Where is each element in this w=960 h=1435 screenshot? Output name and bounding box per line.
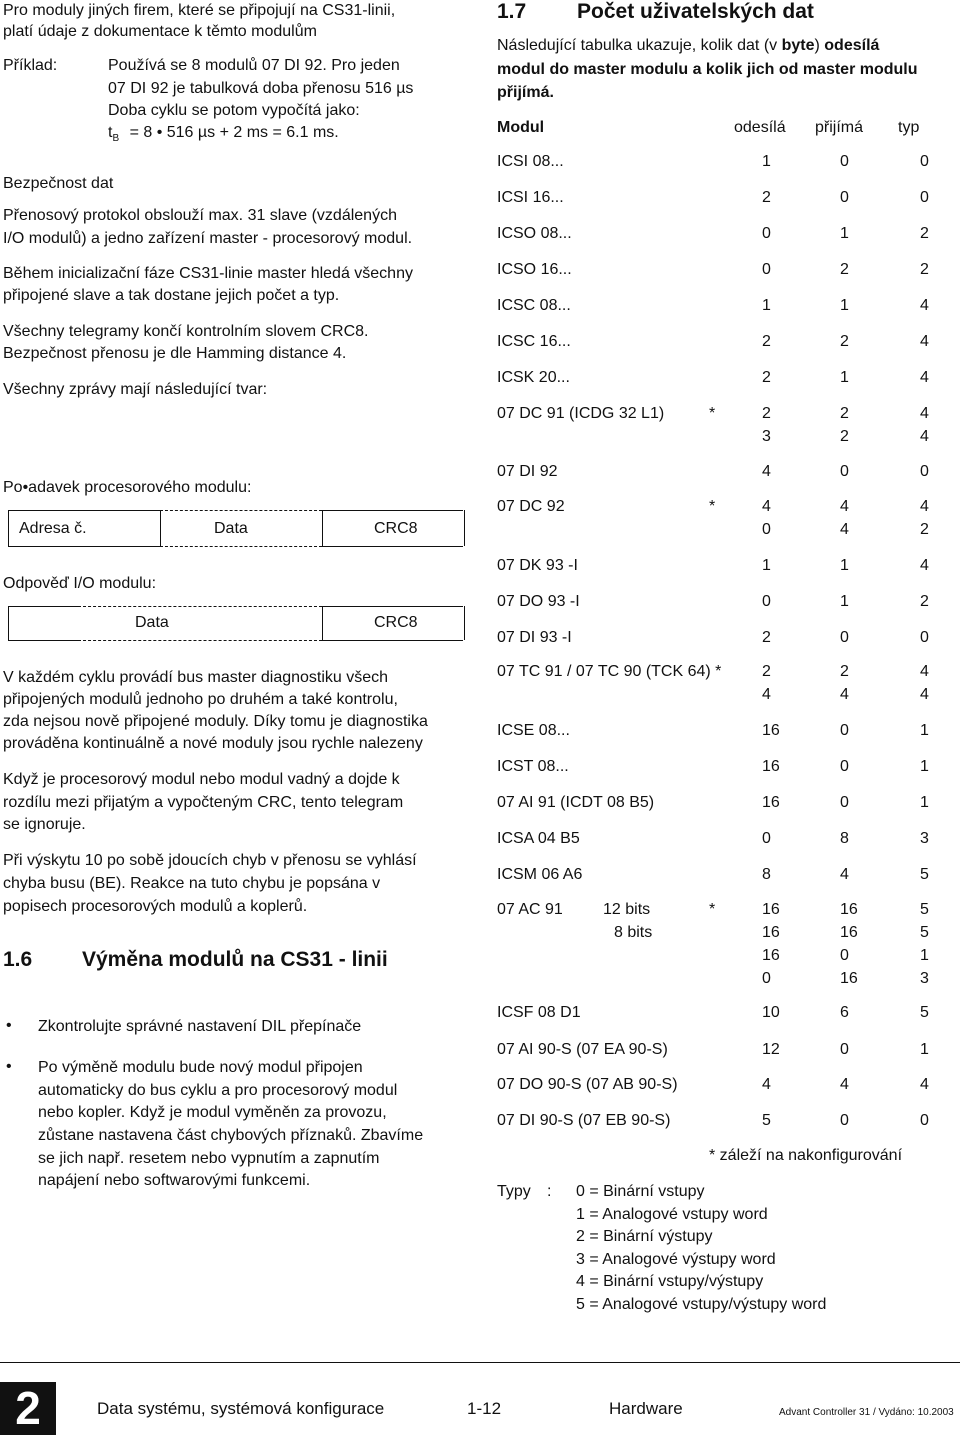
request-data-dashed-top <box>160 510 322 511</box>
response-label: Odpověď I/O modulu: <box>3 575 157 592</box>
cell-sends: 5 <box>762 1112 771 1129</box>
cell-receives: 1 <box>840 297 849 314</box>
cell-type: 0 <box>920 189 929 206</box>
example-label: Příklad: <box>3 57 58 74</box>
cell-type: 0 <box>920 629 929 646</box>
cell-sends: 16 <box>762 794 780 811</box>
p3-line-1: Všechny telegramy končí kontrolním slovem CRC8. <box>3 323 369 340</box>
cell-sends: 2 <box>762 663 771 680</box>
cell-receives: 0 <box>840 463 849 480</box>
cell-extra: 12 bits <box>603 901 651 918</box>
p7-line-2: chyba busu (BE). Reakce na tuto chybu je popsána v <box>3 875 381 892</box>
cell-receives: 1 <box>840 369 849 386</box>
cell-receives: 2 <box>840 428 849 445</box>
cell-sends: 16 <box>762 722 780 739</box>
cell-receives: 1 <box>840 557 849 574</box>
p1-line-2: I/O modulů) a jedno zařízení master - procesorový modul. <box>3 230 413 247</box>
cell-receives: 0 <box>840 1112 849 1129</box>
cell-receives: 0 <box>840 629 849 646</box>
cell-module: 07 DC 92 <box>497 498 565 515</box>
cell-type: 2 <box>920 521 929 538</box>
cell-type: 3 <box>920 970 929 987</box>
footer-rule <box>0 1362 960 1363</box>
cell-sends: 2 <box>762 189 771 206</box>
formula-subscript: B <box>112 133 120 145</box>
security-heading: Bezpečnost dat <box>3 175 114 192</box>
intro-line-1: Pro moduly jiných firem, které se připojují na CS31-linii, <box>3 2 396 19</box>
cell-sends: 12 <box>762 1041 780 1058</box>
cell-star: * <box>709 405 716 422</box>
cell-sends: 0 <box>762 970 771 987</box>
formula-t: t <box>108 124 113 141</box>
cell-type: 4 <box>920 333 929 350</box>
cell-sends: 4 <box>762 498 771 515</box>
formula <box>108 122 339 150</box>
right-intro-line-1: Následující tabulka ukazuje, kolik dat (v byte) odesílá <box>497 37 880 54</box>
cell-module: ICSI 16... <box>497 189 564 206</box>
cell-sends: 4 <box>762 463 771 480</box>
cell-module: 07 TC 91 / 07 TC 90 (TCK 64) * <box>497 663 722 680</box>
cell-sends: 0 <box>762 521 771 538</box>
cell-module: ICSE 08... <box>497 722 570 739</box>
cell-module: ICST 08... <box>497 758 569 775</box>
p5-line-1: V každém cyklu provádí bus master diagnostiku všech <box>3 669 389 686</box>
example-line-3: Doba cyklu se potom vypočítá jako: <box>108 102 360 119</box>
cell-module: 07 AI 90-S (07 EA 90-S) <box>497 1041 668 1058</box>
cell-module: ICSC 16... <box>497 333 571 350</box>
p2-line-1: Během inicializační fáze CS31-linie master hledá všechny <box>3 265 413 282</box>
cell-module: 07 AC 91 <box>497 901 563 918</box>
cell-sends: 1 <box>762 297 771 314</box>
cell-module: ICSA 04 B5 <box>497 830 580 847</box>
response-data-dashed-top <box>78 606 322 607</box>
cell-type: 2 <box>920 593 929 610</box>
cell-star: * <box>709 498 716 515</box>
cell-extra: 8 bits <box>614 924 653 941</box>
cell-type: 0 <box>920 463 929 480</box>
p7-line-3: popisech procesorových modulů a koplerů. <box>3 898 308 915</box>
cell-module: 07 DI 92 <box>497 463 558 480</box>
cell-type: 2 <box>920 261 929 278</box>
header-module: Modul <box>497 119 545 136</box>
cell-receives: 16 <box>840 924 858 941</box>
request-crc-field: CRC8 <box>374 520 418 537</box>
cell-sends: 0 <box>762 225 771 242</box>
page-number-badge: 2 <box>0 1382 56 1435</box>
cell-receives: 2 <box>840 333 849 350</box>
footer-section: Hardware <box>609 1399 683 1418</box>
cell-type: 4 <box>920 686 929 703</box>
bullet-2-line-2: automaticky do bus cyklu a pro procesorový modul <box>38 1082 398 1099</box>
cell-type: 1 <box>920 758 929 775</box>
right-intro-line-3: přijímá. <box>497 84 554 101</box>
cell-type: 4 <box>920 498 929 515</box>
cell-module: ICSF 08 D1 <box>497 1004 581 1021</box>
cell-module: ICSK 20... <box>497 369 570 386</box>
cell-type: 5 <box>920 924 929 941</box>
example-line-1: Používá se 8 modulů 07 DI 92. Pro jeden <box>108 57 400 74</box>
formula-rest: = 8 • 516 µs + 2 ms = 6.1 ms. <box>129 124 339 141</box>
cell-type: 4 <box>920 405 929 422</box>
cell-receives: 8 <box>840 830 849 847</box>
cell-receives: 0 <box>840 794 849 811</box>
type-item: 5 = Analogové vstupy/výstupy word <box>576 1295 827 1313</box>
cell-sends: 2 <box>762 405 771 422</box>
section-1-7-number: 1.7 <box>497 0 527 23</box>
cell-type: 4 <box>920 1076 929 1093</box>
cell-sends: 4 <box>762 1076 771 1093</box>
request-data-dashed-bottom <box>160 546 322 547</box>
cell-receives: 1 <box>840 225 849 242</box>
header-receives: přijímá <box>815 119 864 136</box>
cell-receives: 4 <box>840 521 849 538</box>
example-line-2: 07 DI 92 je tabulková doba přenosu 516 µs <box>108 80 414 97</box>
response-data-dashed-bottom <box>78 640 322 641</box>
cell-receives: 0 <box>840 189 849 206</box>
p5-line-3: zda nejsou nově připojené moduly. Díky tomu je diagnostika <box>3 713 428 730</box>
cell-receives: 16 <box>840 901 858 918</box>
cell-sends: 3 <box>762 428 771 445</box>
request-data-field: Data <box>214 520 248 537</box>
cell-star: * <box>709 901 716 918</box>
cell-receives: 0 <box>840 1041 849 1058</box>
cell-type: 4 <box>920 369 929 386</box>
cell-sends: 0 <box>762 261 771 278</box>
bullet-mark-1: • <box>6 1017 12 1034</box>
cell-sends: 10 <box>762 1004 780 1021</box>
cell-sends: 16 <box>762 924 780 941</box>
cell-sends: 8 <box>762 866 771 883</box>
cell-type: 3 <box>920 830 929 847</box>
cell-receives: 4 <box>840 866 849 883</box>
cell-receives: 2 <box>840 663 849 680</box>
cell-type: 4 <box>920 297 929 314</box>
section-1-7-title: Počet uživatelských dat <box>577 0 814 23</box>
p5-line-4: prováděna kontinuálně a nové moduly jsou rychle nalezeny <box>3 735 423 752</box>
p6-line-3: se ignoruje. <box>3 816 86 833</box>
p7-line-1: Při výskytu 10 po sobě jdoucích chyb v přenosu se vyhlásí <box>3 852 417 869</box>
cell-type: 5 <box>920 866 929 883</box>
right-intro-line-2: modul do master modulu a kolik jich od master modulu <box>497 61 918 78</box>
cell-receives: 6 <box>840 1004 849 1021</box>
footer-title: Data systému, systémová konfigurace <box>97 1399 385 1418</box>
cell-receives: 4 <box>840 686 849 703</box>
cell-type: 5 <box>920 1004 929 1021</box>
cell-type: 0 <box>920 1112 929 1129</box>
section-1-6-title: Výměna modulů na CS31 - linii <box>82 948 388 971</box>
types-colon: : <box>547 1183 552 1200</box>
cell-module: 07 DK 93 -I <box>497 557 578 574</box>
cell-type: 5 <box>920 901 929 918</box>
cell-receives: 4 <box>840 498 849 515</box>
cell-sends: 16 <box>762 901 780 918</box>
bullet-2-line-6: napájení nebo softwarovými funkcemi. <box>38 1172 311 1189</box>
cell-sends: 16 <box>762 758 780 775</box>
footnote: * záleží na nakonfigurování <box>709 1147 903 1164</box>
p5-line-2: připojených modulů jednoho po druhém a také kontrolu, <box>3 691 398 708</box>
bullet-2-line-1: Po výměně modulu bude nový modul připojen <box>38 1059 363 1076</box>
cell-module: 07 DO 93 -I <box>497 593 580 610</box>
cell-module: ICSO 08... <box>497 225 572 242</box>
cell-type: 4 <box>920 428 929 445</box>
cell-receives: 1 <box>840 593 849 610</box>
cell-receives: 0 <box>840 947 849 964</box>
response-crc-field: CRC8 <box>374 614 418 631</box>
type-item: 0 = Binární vstupy <box>576 1183 705 1200</box>
bullet-mark-2: • <box>6 1058 12 1075</box>
cell-receives: 4 <box>840 1076 849 1093</box>
header-sends: odesílá <box>734 119 786 136</box>
cell-receives: 16 <box>840 970 858 987</box>
cell-sends: 2 <box>762 369 771 386</box>
bullet-2-line-3: nebo kopler. Když je modul vyměněn za provozu, <box>38 1104 387 1121</box>
cell-module: ICSO 16... <box>497 261 572 278</box>
cell-type: 4 <box>920 663 929 680</box>
cell-type: 0 <box>920 153 929 170</box>
cell-type: 1 <box>920 722 929 739</box>
cell-type: 2 <box>920 225 929 242</box>
cell-sends: 2 <box>762 629 771 646</box>
p6-line-2: rozdílu mezi přijatým a vypočteným CRC, tento telegram <box>3 794 404 811</box>
cell-module: ICSC 08... <box>497 297 571 314</box>
type-item: 4 = Binární vstupy/výstupy <box>576 1273 764 1290</box>
cell-sends: 4 <box>762 686 771 703</box>
cell-module: 07 AI 91 (ICDT 08 B5) <box>497 794 655 811</box>
cell-receives: 0 <box>840 758 849 775</box>
cell-receives: 0 <box>840 153 849 170</box>
cell-receives: 2 <box>840 261 849 278</box>
cell-type: 4 <box>920 557 929 574</box>
cell-sends: 1 <box>762 557 771 574</box>
types-label: Typy <box>497 1183 531 1200</box>
cell-module: 07 DI 90-S (07 EB 90-S) <box>497 1112 671 1129</box>
type-item: 2 = Binární výstupy <box>576 1228 713 1245</box>
type-item: 3 = Analogové výstupy word <box>576 1250 776 1268</box>
cell-sends: 16 <box>762 947 780 964</box>
cell-sends: 2 <box>762 333 771 350</box>
cell-sends: 1 <box>762 153 771 170</box>
header-type: typ <box>898 119 920 136</box>
bullet-1: Zkontrolujte správné nastavení DIL přepínače <box>38 1018 362 1035</box>
section-1-6-number: 1.6 <box>3 948 33 971</box>
p4: Všechny zprávy mají následující tvar: <box>3 381 268 398</box>
bullet-2-line-5: se jich např. resetem nebo vypnutím a zapnutím <box>38 1150 380 1167</box>
request-label: Po•adavek procesorového modulu: <box>3 479 252 496</box>
cell-module: 07 DO 90-S (07 AB 90-S) <box>497 1076 678 1093</box>
p2-line-2: připojené slave a tak dostane jejich počet a typ. <box>3 287 340 304</box>
bullet-2-line-4: zůstane nastavena část chybových příznaků. Zbavíme <box>38 1127 424 1144</box>
p6-line-1: Když je procesorový modul nebo modul vadný a dojde k <box>3 771 400 788</box>
cell-module: ICSM 06 A6 <box>497 866 583 883</box>
cell-sends: 0 <box>762 830 771 847</box>
p3-line-2: Bezpečnost přenosu je dle Hamming distance 4. <box>3 345 347 362</box>
cell-module: 07 DI 93 -I <box>497 629 572 646</box>
response-data-field: Data <box>135 614 169 631</box>
p1-line-1: Přenosový protokol obslouží max. 31 slave (vzdálených <box>3 207 397 224</box>
cell-type: 1 <box>920 1041 929 1058</box>
type-item: 1 = Analogové vstupy word <box>576 1205 768 1223</box>
cell-type: 1 <box>920 794 929 811</box>
cell-module: 07 DC 91 (ICDG 32 L1) <box>497 405 665 422</box>
cell-sends: 0 <box>762 593 771 610</box>
cell-receives: 2 <box>840 405 849 422</box>
request-address-field: Adresa č. <box>19 520 87 537</box>
cell-receives: 0 <box>840 722 849 739</box>
footer-product: Advant Controller 31 / Vydáno: 10.2003 <box>779 1407 954 1418</box>
cell-type: 1 <box>920 947 929 964</box>
cell-module: ICSI 08... <box>497 153 564 170</box>
footer-page-ref: 1-12 <box>467 1399 502 1418</box>
intro-line-2: platí údaje z dokumentace k těmto modulům <box>3 23 317 40</box>
